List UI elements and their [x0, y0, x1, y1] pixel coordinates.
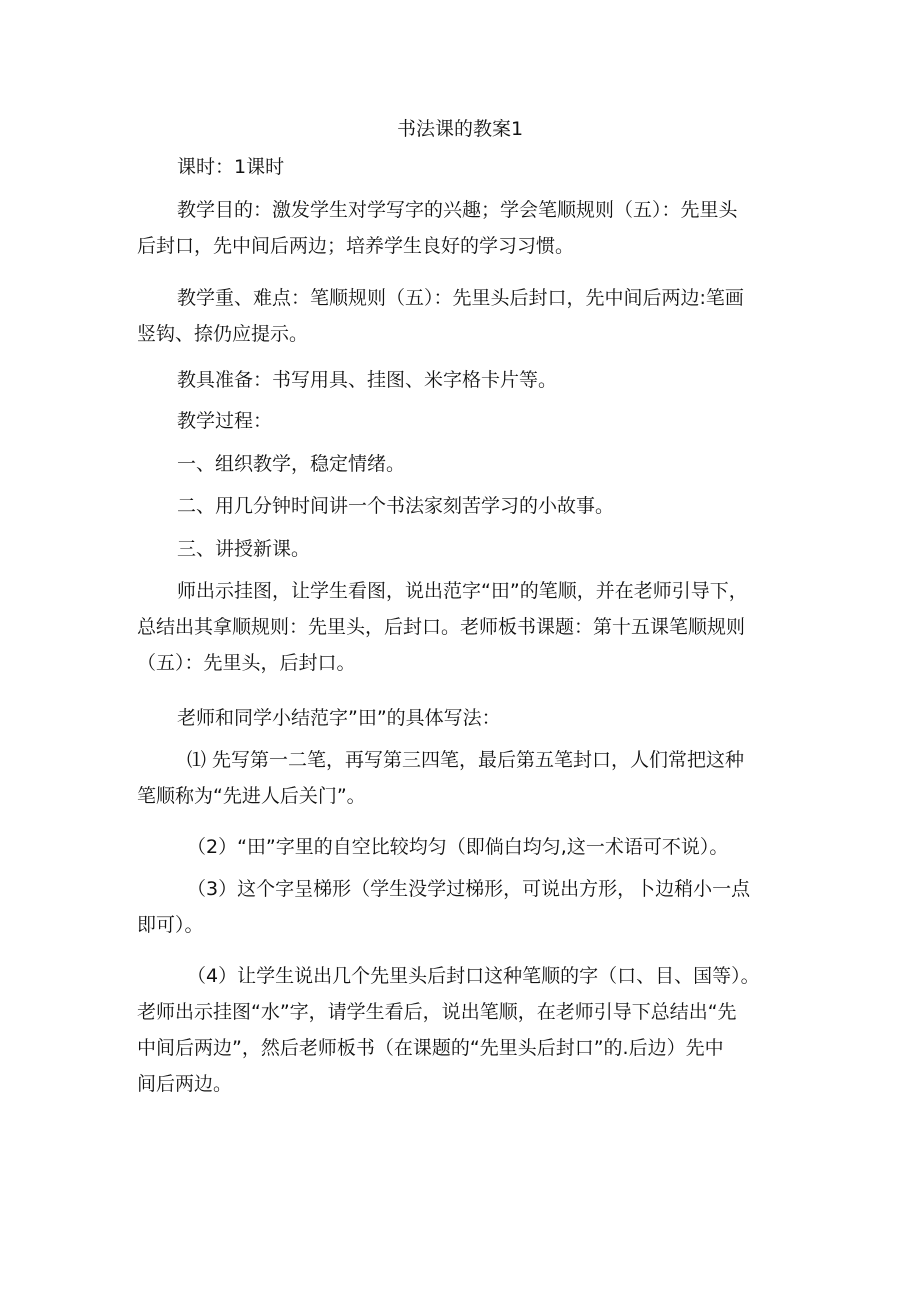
item-1-line-1: ⑴ 先写第一二笔，再写第三四笔，最后第五笔封口，人们常把这种 — [187, 749, 745, 771]
key-points-line-1: 教学重、难点：笔顺规则（五）：先里头后封口，先中间后两边:笔画 — [177, 287, 744, 309]
item-1-line-2: 笔顺称为“先进人后关门”。 — [137, 785, 366, 807]
item-3-line-1: （3）这个字呈梯形（学生没学过梯形，可说出方形，卜边稍小一点 — [187, 878, 751, 900]
item-4-line-2: 老师出示挂图“水”字，请学生看后，说出笔顺，在老师引导下总结出“先 — [137, 1001, 737, 1023]
item-2: （2）“田”字里的自空比较均匀（即倘白均匀,这一术语可不说）。 — [187, 836, 729, 858]
summary-intro: 老师和同学小结范字”田”的具体写法： — [177, 707, 501, 729]
item-3-paragraph — [137, 871, 750, 943]
item-4-line-4: 间后两边。 — [137, 1073, 233, 1095]
item-1-paragraph — [137, 742, 744, 814]
objective-line-1: 教学目的：激发学生对学写字的兴趣；学会笔顺规则（五）：先里头 — [177, 199, 738, 221]
teacher-shows-line-2: 总结出其拿顺规则：先里头，后封口。老师板书课题：第十五课笔顺规则 — [137, 616, 746, 638]
materials: 教具准备：书写用具、挂图、米字格卡片等。 — [177, 369, 558, 391]
process-heading: 教学过程： — [177, 410, 273, 432]
teacher-shows-line-1: 师出示挂图，让学生看图，说出范字“田”的笔顺，并在老师引导下， — [177, 580, 748, 602]
key-points-line-2: 竖钩、捺仍应提示。 — [137, 323, 309, 345]
teacher-shows-paragraph — [137, 573, 748, 681]
key-points-paragraph — [137, 280, 744, 352]
item-4-line-3: 中间后两边”，然后老师板书（在课题的“先里头后封口”的.后边）先中 — [137, 1037, 724, 1059]
step-1: 一、组织教学，稳定情绪。 — [177, 453, 406, 475]
class-hours: 课时：1课时 — [177, 156, 285, 178]
item-4-paragraph — [137, 958, 760, 1102]
step-2: 二、用几分钟时间讲一个书法家刻苦学习的小故事。 — [177, 495, 615, 517]
document-title: 书法课的教案1 — [396, 118, 524, 140]
item-3-line-2: 即可）。 — [137, 914, 204, 936]
step-3: 三、讲授新课。 — [177, 538, 311, 560]
item-4-line-1: （4）让学生说出几个先里头后封口这种笔顺的字（口、目、国等）。 — [187, 965, 760, 987]
objective-line-2: 后封口，先中间后两边；培养学生良好的学习习惯。 — [137, 235, 575, 257]
teacher-shows-line-3: （五）：先里头，后封口。 — [137, 652, 356, 674]
objective-paragraph — [137, 192, 738, 264]
